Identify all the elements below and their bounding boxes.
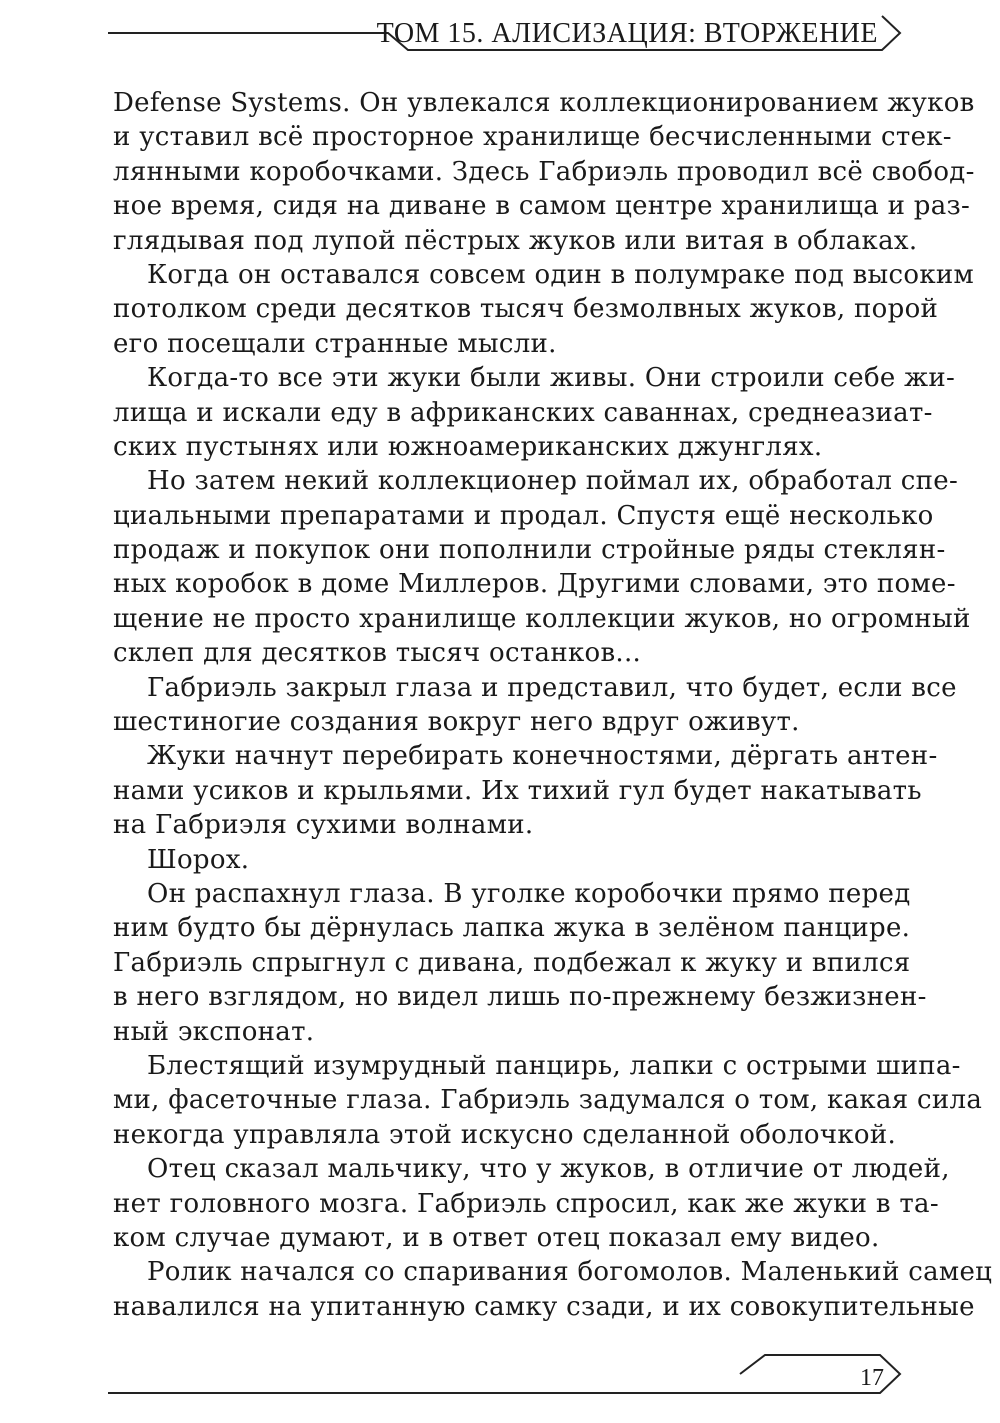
text-line: Габриэль спрыгнул с дивана, подбежал к жуку и впился [113,947,911,978]
text-line: продаж и покупок они пополнили стройные ряды стеклян- [113,535,946,566]
text-line: Отец сказал мальчику, что у жуков, в отличие от людей, [147,1154,950,1185]
text-line: в него взглядом, но видел лишь по-прежнему безжизнен- [113,982,927,1013]
text-line: Блестящий изумрудный панцирь, лапки с острыми шипа- [147,1050,961,1081]
text-line: Ролик начался со спаривания богомолов. Маленький самец [147,1257,993,1288]
text-line: ми, фасеточные глаза. Габриэль задумался о том, какая сила [113,1085,983,1116]
text-line: Но затем некий коллекционер поймал их, обработал спе- [147,466,959,497]
text-line: ком случае думают, и в ответ отец показал ему видео. [113,1222,880,1253]
text-line: ное время, сидя на диване в самом центре хранилища и раз- [113,191,971,222]
text-line: нами усиков и крыльями. Их тихий гул будет накатывать [113,775,922,806]
text-line: склеп для десятков тысяч останков... [113,638,642,669]
text-line: ных коробок в доме Миллеров. Другими словами, это поме- [113,569,956,600]
text-line: щение не просто хранилище коллекции жуков, но огромный [113,603,971,634]
text-line: на Габриэля сухими волнами. [113,810,534,841]
text-line: лянными коробочками. Здесь Габриэль проводил всё свобод- [113,156,975,187]
text-line: Когда он оставался совсем один в полумраке под высоким [147,259,975,290]
text-line: Габриэль закрыл глаза и представил, что будет, если все [147,672,957,703]
text-line: потолком среди десятков тысяч безмолвных жуков, порой [113,294,939,325]
running-head-title: ТОМ 15. АЛИСИЗАЦИЯ: ВТОРЖЕНИЕ [376,18,878,49]
page-number: 17 [860,1365,884,1391]
text-line: и уставил всё просторное хранилище бесчисленными стек- [113,122,952,153]
text-line: нет головного мозга. Габриэль спросил, как же жуки в та- [113,1188,939,1219]
text-line: Defense Systems. Он увлекался коллекционированием жуков [113,88,975,118]
text-line: его посещали странные мысли. [113,328,557,359]
text-line: ских пустынях или южноамериканских джунглях. [113,431,823,462]
text-line: Он распахнул глаза. В уголке коробочки прямо перед [147,878,911,909]
text-line: лища и искали еду в африканских саваннах, среднеазиат- [113,397,933,428]
text-line: навалился на упитанную самку сзади, и их совокупительные [113,1291,975,1322]
body-text [113,86,993,1324]
text-line: Шорох. [147,844,250,875]
text-line: ный экспонат. [113,1016,315,1047]
text-line: Когда-то все эти жуки были живы. Они строили себе жи- [147,363,956,394]
text-line: шестиногие создания вокруг него вдруг оживут. [113,707,800,738]
text-line: глядывая под лупой пёстрых жуков или витая в облаках. [113,225,918,256]
text-line: циальными препаратами и продал. Спустя ещё несколько [113,500,934,531]
text-line: некогда управляла этой искусно сделанной оболочкой. [113,1119,897,1150]
text-line: Жуки начнут перебирать конечностями, дёргать антен- [147,741,938,772]
text-line: ним будто бы дёрнулась лапка жука в зелёном панцире. [113,913,911,944]
